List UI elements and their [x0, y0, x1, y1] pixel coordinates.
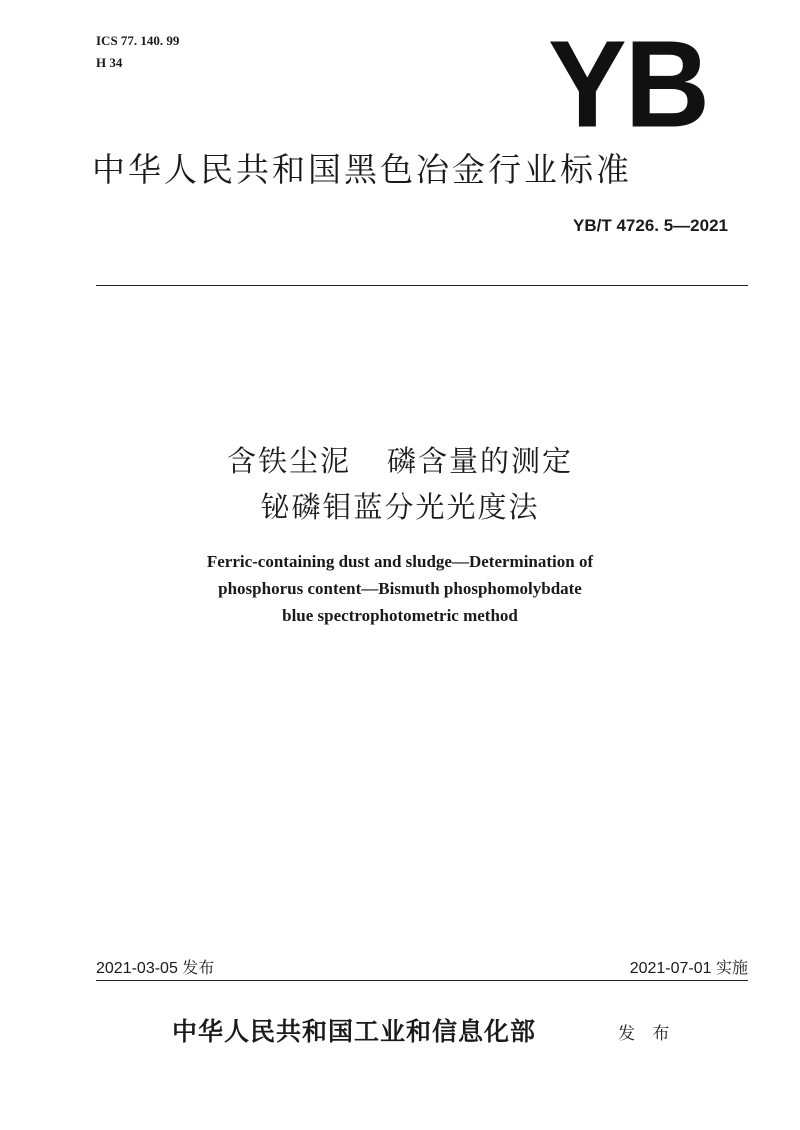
implementation-date: 2021-07-01 实施	[629, 960, 748, 977]
english-title-line-2: phosphorus content—Bismuth phosphomolybdate	[218, 579, 582, 598]
yb-logo: YB	[548, 15, 708, 154]
chinese-title-determination: 磷含量的测定	[387, 444, 574, 478]
standard-title: 中华人民共和国黑色冶金行业标准	[92, 150, 632, 189]
standard-number: YB/T 4726. 5—2021	[573, 216, 728, 235]
chinese-title-subject: 含铁尘泥	[226, 444, 351, 478]
classification-codes	[96, 30, 179, 74]
issuing-authority: 中华人民共和国工业和信息化部	[172, 1017, 537, 1046]
bottom-divider	[96, 980, 748, 981]
english-title-line-3: blue spectrophotometric method	[282, 606, 518, 625]
ccs-code: H 34	[96, 55, 123, 70]
top-divider	[96, 285, 748, 286]
issue-date: 2021-03-05 发布	[96, 960, 215, 977]
chinese-title-line-2: 铋磷钼蓝分光光度法	[260, 490, 540, 524]
chinese-title	[0, 438, 800, 530]
english-title-line-1: Ferric-containing dust and sludge—Determination of	[206, 552, 594, 571]
english-title	[0, 548, 800, 629]
publish-label: 发 布	[618, 1024, 676, 1044]
ics-code: ICS 77. 140. 99	[96, 33, 180, 48]
chinese-title-line-1	[0, 438, 800, 484]
